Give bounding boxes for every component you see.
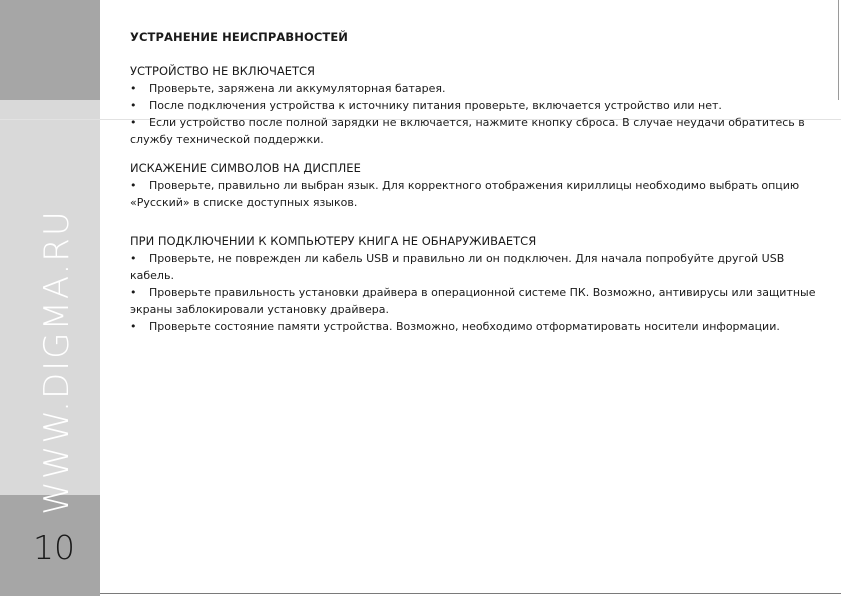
bullet-icon: • (130, 320, 137, 333)
list-item-text: Проверьте, заряжена ли аккумуляторная батарея. (149, 82, 446, 95)
page-edge-right (838, 0, 839, 100)
section-not-turning-on (130, 63, 820, 148)
list-item (130, 97, 820, 114)
sidebar (0, 0, 100, 596)
section-not-detected (130, 233, 820, 335)
list-item-text: Проверьте, не поврежден ли кабель USB и правильно ли он подключен. Для начала попробуйте другой USB кабель. (130, 252, 785, 282)
section-display-distortion (130, 160, 820, 211)
section-heading: ИСКАЖЕНИЕ СИМВОЛОВ НА ДИСПЛЕЕ (130, 161, 361, 175)
list-item-text: Если устройство после полной зарядки не включается, нажмите кнопку сброса. В случае неудачи обратитесь в службу технической поддержки. (130, 116, 805, 146)
page-title: УСТРАНЕНИЕ НЕИСПРАВНОСТЕЙ (130, 30, 348, 44)
bullet-icon: • (130, 286, 137, 299)
list-item (130, 250, 820, 284)
bullet-icon: • (130, 99, 137, 112)
section-heading: УСТРОЙСТВО НЕ ВКЛЮЧАЕТСЯ (130, 64, 316, 78)
page-number: 10 (33, 528, 75, 567)
website-url: WWW.DIGMA.RU (37, 209, 77, 515)
section-heading: ПРИ ПОДКЛЮЧЕНИИ К КОМПЬЮТЕРУ КНИГА НЕ ОБНАРУЖИВАЕТСЯ (130, 234, 537, 248)
bullet-icon: • (130, 179, 137, 192)
list-item (130, 318, 820, 335)
list-item-text: Проверьте правильность установки драйвера в операционной системе ПК. Возможно, антивирусы или защитные экраны заблокировали установку драйвера. (130, 286, 816, 316)
bullet-icon: • (130, 116, 137, 129)
page-edge-bottom (100, 593, 841, 594)
list-item (130, 284, 820, 318)
list-item-text: После подключения устройства к источнику питания проверьте, включается устройство или нет. (149, 99, 722, 112)
bullet-icon: • (130, 82, 137, 95)
bullet-icon: • (130, 252, 137, 265)
content-area (130, 29, 820, 335)
list-item-text: Проверьте, правильно ли выбран язык. Для корректного отображения кириллицы необходимо выбрать опцию «Русский» в списке доступных языков. (130, 179, 800, 209)
list-item (130, 80, 820, 97)
list-item (130, 114, 820, 148)
list-item (130, 177, 820, 211)
sidebar-top-block (0, 0, 100, 100)
list-item-text: Проверьте состояние памяти устройства. Возможно, необходимо отформатировать носители информации. (149, 320, 780, 333)
